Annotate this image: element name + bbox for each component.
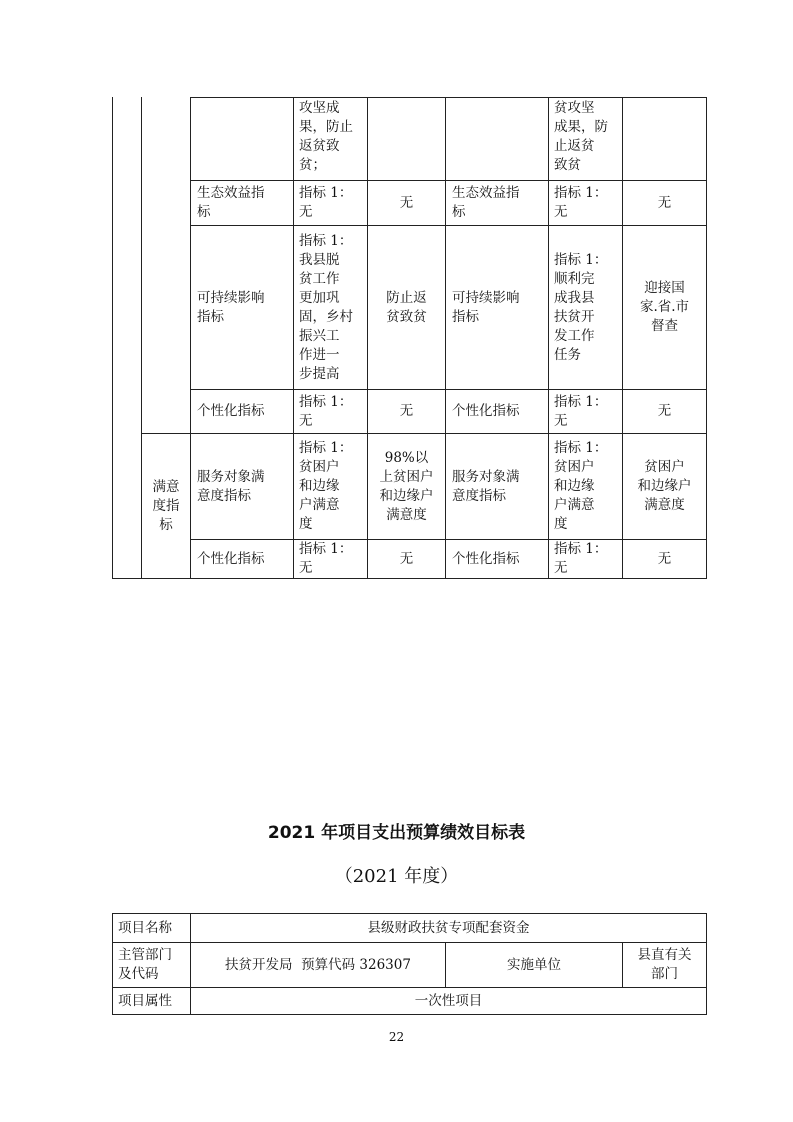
table-cell: 可持续影响 指标 — [452, 289, 520, 325]
table-cell: 个性化指标 — [197, 550, 265, 567]
impl-value: 县直有关 部门 — [637, 947, 692, 982]
project-name-label: 项目名称 — [118, 919, 172, 936]
table-cell: 可持续影响 指标 — [197, 289, 265, 325]
table-cell: 攻坚成 果，防止 返贫致 贫； — [299, 100, 353, 173]
attr-value: 一次性项目 — [414, 992, 483, 1009]
table-cell — [191, 98, 293, 180]
table-cell — [446, 98, 548, 180]
attr-label: 项目属性 — [118, 992, 172, 1009]
table-cell: 迎接国 家.省.市 督查 — [639, 280, 690, 334]
table-cell — [368, 98, 445, 180]
table-cell: 生态效益指 标 — [197, 185, 265, 220]
table-cell: 指标 1： 顺利完 成我县 扶贫开 发工作 任务 — [554, 251, 608, 363]
table-cell: 指标 1： 无 — [299, 393, 353, 429]
table-cell: 防止返 贫致贫 — [386, 289, 427, 325]
table-cell: 服务对象满 意度指标 — [452, 468, 520, 504]
table-cell: 贫困户 和边缘户 满意度 — [637, 459, 692, 513]
table-cell: 无 — [657, 403, 672, 419]
table-cell: 服务对象满 意度指标 — [197, 468, 265, 504]
table-cell: 指标 1： 贫困户 和边缘 户满意 度 — [299, 440, 353, 532]
table-cell: 无 — [657, 194, 672, 211]
group-label: 满意 度指 标 — [152, 478, 180, 533]
table-cell: 无 — [657, 550, 672, 567]
table-cell: 98%以 上贫困户 和边缘户 满意度 — [379, 449, 434, 523]
table-cell: 无 — [399, 550, 414, 567]
table-cell — [623, 98, 706, 180]
page-title: 2021 年项目支出预算绩效目标表 — [267, 823, 526, 843]
page-subtitle: （2021 年度） — [334, 866, 459, 887]
table-cell: 指标 1： 无 — [554, 541, 608, 576]
page-number: 22 — [388, 1030, 405, 1044]
table-cell: 指标 1： 无 — [554, 185, 608, 220]
project-name-value: 县级财政扶贫专项配套资金 — [367, 919, 530, 936]
table-cell: 指标 1： 无 — [299, 185, 353, 220]
table-cell: 指标 1： 贫困户 和边缘 户满意 度 — [554, 440, 608, 532]
dept-label: 主管部门 及代码 — [118, 947, 172, 982]
table-cell: 指标 1： 我县脱 贫工作 更加巩 固，乡村 振兴工 作进一 步提高 — [299, 232, 353, 382]
table-cell: 个性化指标 — [197, 403, 265, 419]
table-cell: 个性化指标 — [452, 550, 520, 567]
table-cell: 指标 1： 无 — [299, 541, 353, 576]
table-cell: 无 — [399, 403, 414, 419]
dept-value: 扶贫开发局 预算代码 326307 — [225, 956, 411, 973]
impl-label: 实施单位 — [507, 956, 561, 973]
table-cell: 生态效益指 标 — [452, 185, 520, 220]
table-cell: 个性化指标 — [452, 403, 520, 419]
table-cell: 指标 1： 无 — [554, 393, 608, 429]
table-cell: 无 — [399, 194, 414, 211]
table-cell: 贫攻坚 成果，防 止返贫 致贫 — [554, 100, 608, 173]
